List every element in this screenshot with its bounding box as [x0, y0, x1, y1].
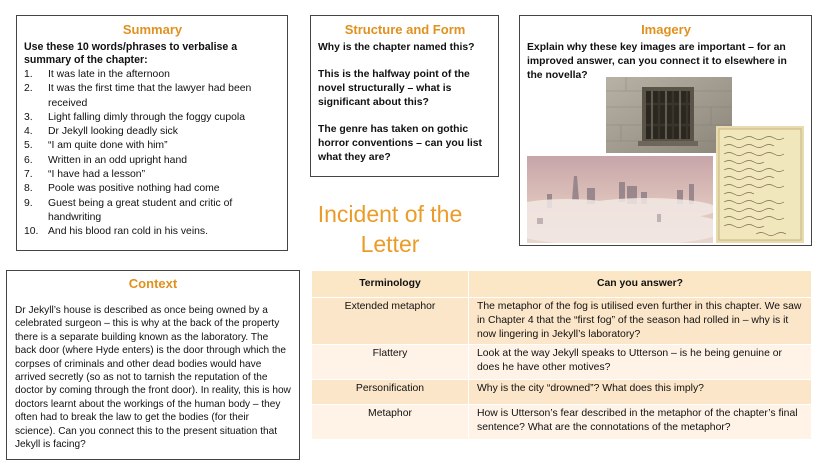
question-cell: Why is the city “drowned”? What does this imply? [469, 380, 812, 405]
list-item [24, 139, 281, 153]
item-text: Poole was positive nothing had come [48, 183, 220, 195]
table-row [312, 345, 812, 380]
item-number: 1. [24, 69, 33, 80]
item-text: Guest being a great student and critic of handwriting [48, 197, 233, 223]
item-text: “I am quite done with him” [48, 140, 168, 152]
term-cell: Extended metaphor [312, 298, 469, 345]
term-cell: Personification [312, 380, 469, 405]
barred-window-image [606, 77, 732, 153]
imagery-heading: Imagery [641, 22, 691, 37]
list-item [24, 111, 281, 125]
list-item [24, 197, 281, 226]
question-cell: The metaphor of the fog is utilised even further in this chapter. We saw in Chapter 4 that the “first fog” of the season had rolled in – why is it now lingering in Jekyll’s laboratory? [469, 298, 812, 345]
question-column-header: Can you answer? [469, 271, 812, 298]
summary-list [24, 68, 281, 240]
item-number: 7. [24, 169, 33, 181]
table-row [312, 380, 812, 405]
structure-question-2: This is the halfway point of the novel structurally – what is significant about this? [318, 69, 470, 108]
context-panel [6, 270, 300, 460]
list-item [24, 125, 281, 139]
item-number: 9. [24, 197, 33, 209]
table-header-row [312, 271, 812, 298]
table-row [312, 298, 812, 345]
list-item [24, 82, 281, 111]
term-cell: Flattery [312, 345, 469, 380]
chapter-title: Incident of the Letter [317, 201, 463, 257]
item-number: 6. [24, 154, 33, 166]
table-row [312, 405, 812, 440]
item-number: 10. [24, 226, 39, 238]
item-number: 4. [24, 126, 33, 138]
structure-question-1: Why is the chapter named this? [318, 42, 475, 53]
item-text: It was late in the afternoon [48, 69, 170, 80]
terminology-column-header: Terminology [312, 271, 469, 298]
list-item [24, 182, 281, 196]
structure-question-3: The genre has taken on gothic horror conventions – can you list what they are? [318, 124, 482, 163]
structure-panel [310, 15, 499, 177]
summary-intro: Use these 10 words/phrases to verbalise a summary of the chapter: [24, 41, 238, 66]
question-cell: Look at the way Jekyll speaks to Utterson – is he being genuine or does he have other motives? [469, 345, 812, 380]
term-cell: Metaphor [312, 405, 469, 440]
context-body: Dr Jekyll’s house is described as once being owned by a celebrated surgeon – this is why at the back of the property there is a separate building known as the laboratory. The back door (where Hyde enters) is the door through which the corpses of criminals and other dead bodies would have arrived secretly (so as not to tarnish the reputation of the doctor by coming through the front door). In reality, this is how doctors learnt about the workings of the human body – they often had to break the law to get the bodies (for their science). Can you connect this to the present situation that Jekyll is facing? [15, 305, 291, 451]
list-item [24, 168, 281, 182]
item-number: 8. [24, 183, 33, 195]
structure-heading: Structure and Form [344, 22, 466, 37]
terminology-table [311, 270, 812, 440]
list-item [24, 68, 281, 82]
list-item [24, 154, 281, 168]
item-text: Light falling dimly through the foggy cupola [48, 111, 245, 123]
item-text: Written in an odd upright hand [48, 154, 188, 166]
item-number: 3. [24, 111, 33, 123]
context-heading: Context [128, 276, 178, 291]
item-text: And his blood ran cold in his veins. [48, 226, 208, 238]
item-text: Dr Jekyll looking deadly sick [48, 126, 178, 138]
foggy-city-image [527, 156, 713, 243]
item-text: “I have had a lesson” [48, 169, 146, 181]
imagery-question: Explain why these key images are important – for an improved answer, can you connect it to elsewhere in the novella? [527, 42, 787, 81]
item-number: 2. [24, 83, 33, 95]
imagery-panel [519, 15, 812, 246]
summary-heading: Summary [122, 22, 183, 37]
item-number: 5. [24, 140, 33, 152]
summary-panel [16, 15, 288, 251]
list-item [24, 225, 281, 239]
handwritten-letter-image [716, 126, 804, 243]
question-cell: How is Utterson’s fear described in the metaphor of the chapter’s final sentence? What are the connotations of the metaphor? [469, 405, 812, 440]
item-text: It was the first time that the lawyer had been received [48, 83, 252, 109]
